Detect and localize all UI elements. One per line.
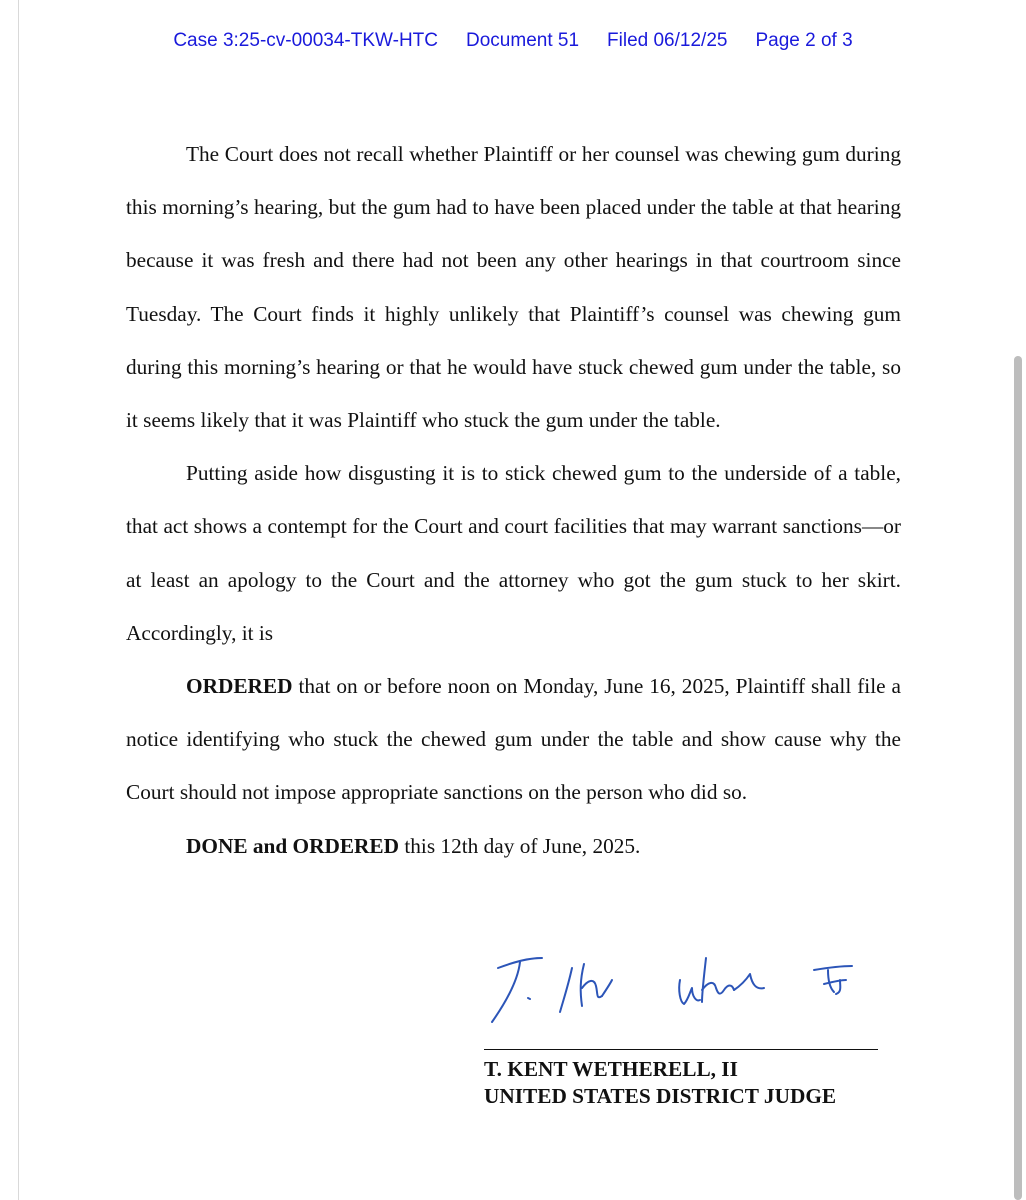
paragraph-ordered xyxy=(126,660,901,820)
judge-signature-block xyxy=(484,1056,836,1110)
document-number: Document 51 xyxy=(466,30,580,51)
handwritten-signature xyxy=(484,940,884,1040)
case-number: Case 3:25-cv-00034-TKW-HTC xyxy=(173,30,439,51)
signature-area xyxy=(484,930,884,1050)
signature-line xyxy=(484,1049,878,1050)
order-body xyxy=(126,128,901,873)
done-ordered-text: this 12th day of June, 2025. xyxy=(399,833,641,858)
ordered-text: that on or before noon on Monday, June 16, 2025, Plaintiff shall file a notice identifying who stuck the chewed gum under the table and show cause why the Court should not impose appropriate sanctions on the person who did so. xyxy=(126,674,901,805)
filed-date: Filed 06/12/25 xyxy=(607,30,728,51)
page-edge xyxy=(18,0,19,1200)
judge-name: T. KENT WETHERELL, II xyxy=(484,1057,738,1081)
page-number: Page 2 of 3 xyxy=(755,30,853,51)
paragraph-done-ordered xyxy=(126,820,901,873)
paragraph-gum-findings: The Court does not recall whether Plaintiff or her counsel was chewing gum during this morning’s hearing, but the gum had to have been placed under the table at that hearing because it was fresh and there had not been any other hearings in that courtroom since Tuesday. The Court finds it highly unlikely that Plaintiff’s counsel was chewing gum during this morning’s hearing or that he would have stuck chewed gum under the table, so it seems likely that it was Plaintiff who stuck the gum under the table. xyxy=(126,142,901,433)
ordered-label: ORDERED xyxy=(186,674,293,699)
judge-title: UNITED STATES DISTRICT JUDGE xyxy=(484,1084,837,1108)
done-ordered-label: DONE and ORDERED xyxy=(186,833,400,858)
vertical-scrollbar[interactable] xyxy=(1014,356,1022,1200)
paragraph-contempt: Putting aside how disgusting it is to stick chewed gum to the underside of a table, that act shows a contempt for the Court and court facilities that may warrant sanctions—or at least an apology to the Court and the attorney who got the gum stuck to her skirt. Accordingly, it is xyxy=(126,461,901,645)
case-header xyxy=(0,30,1026,52)
